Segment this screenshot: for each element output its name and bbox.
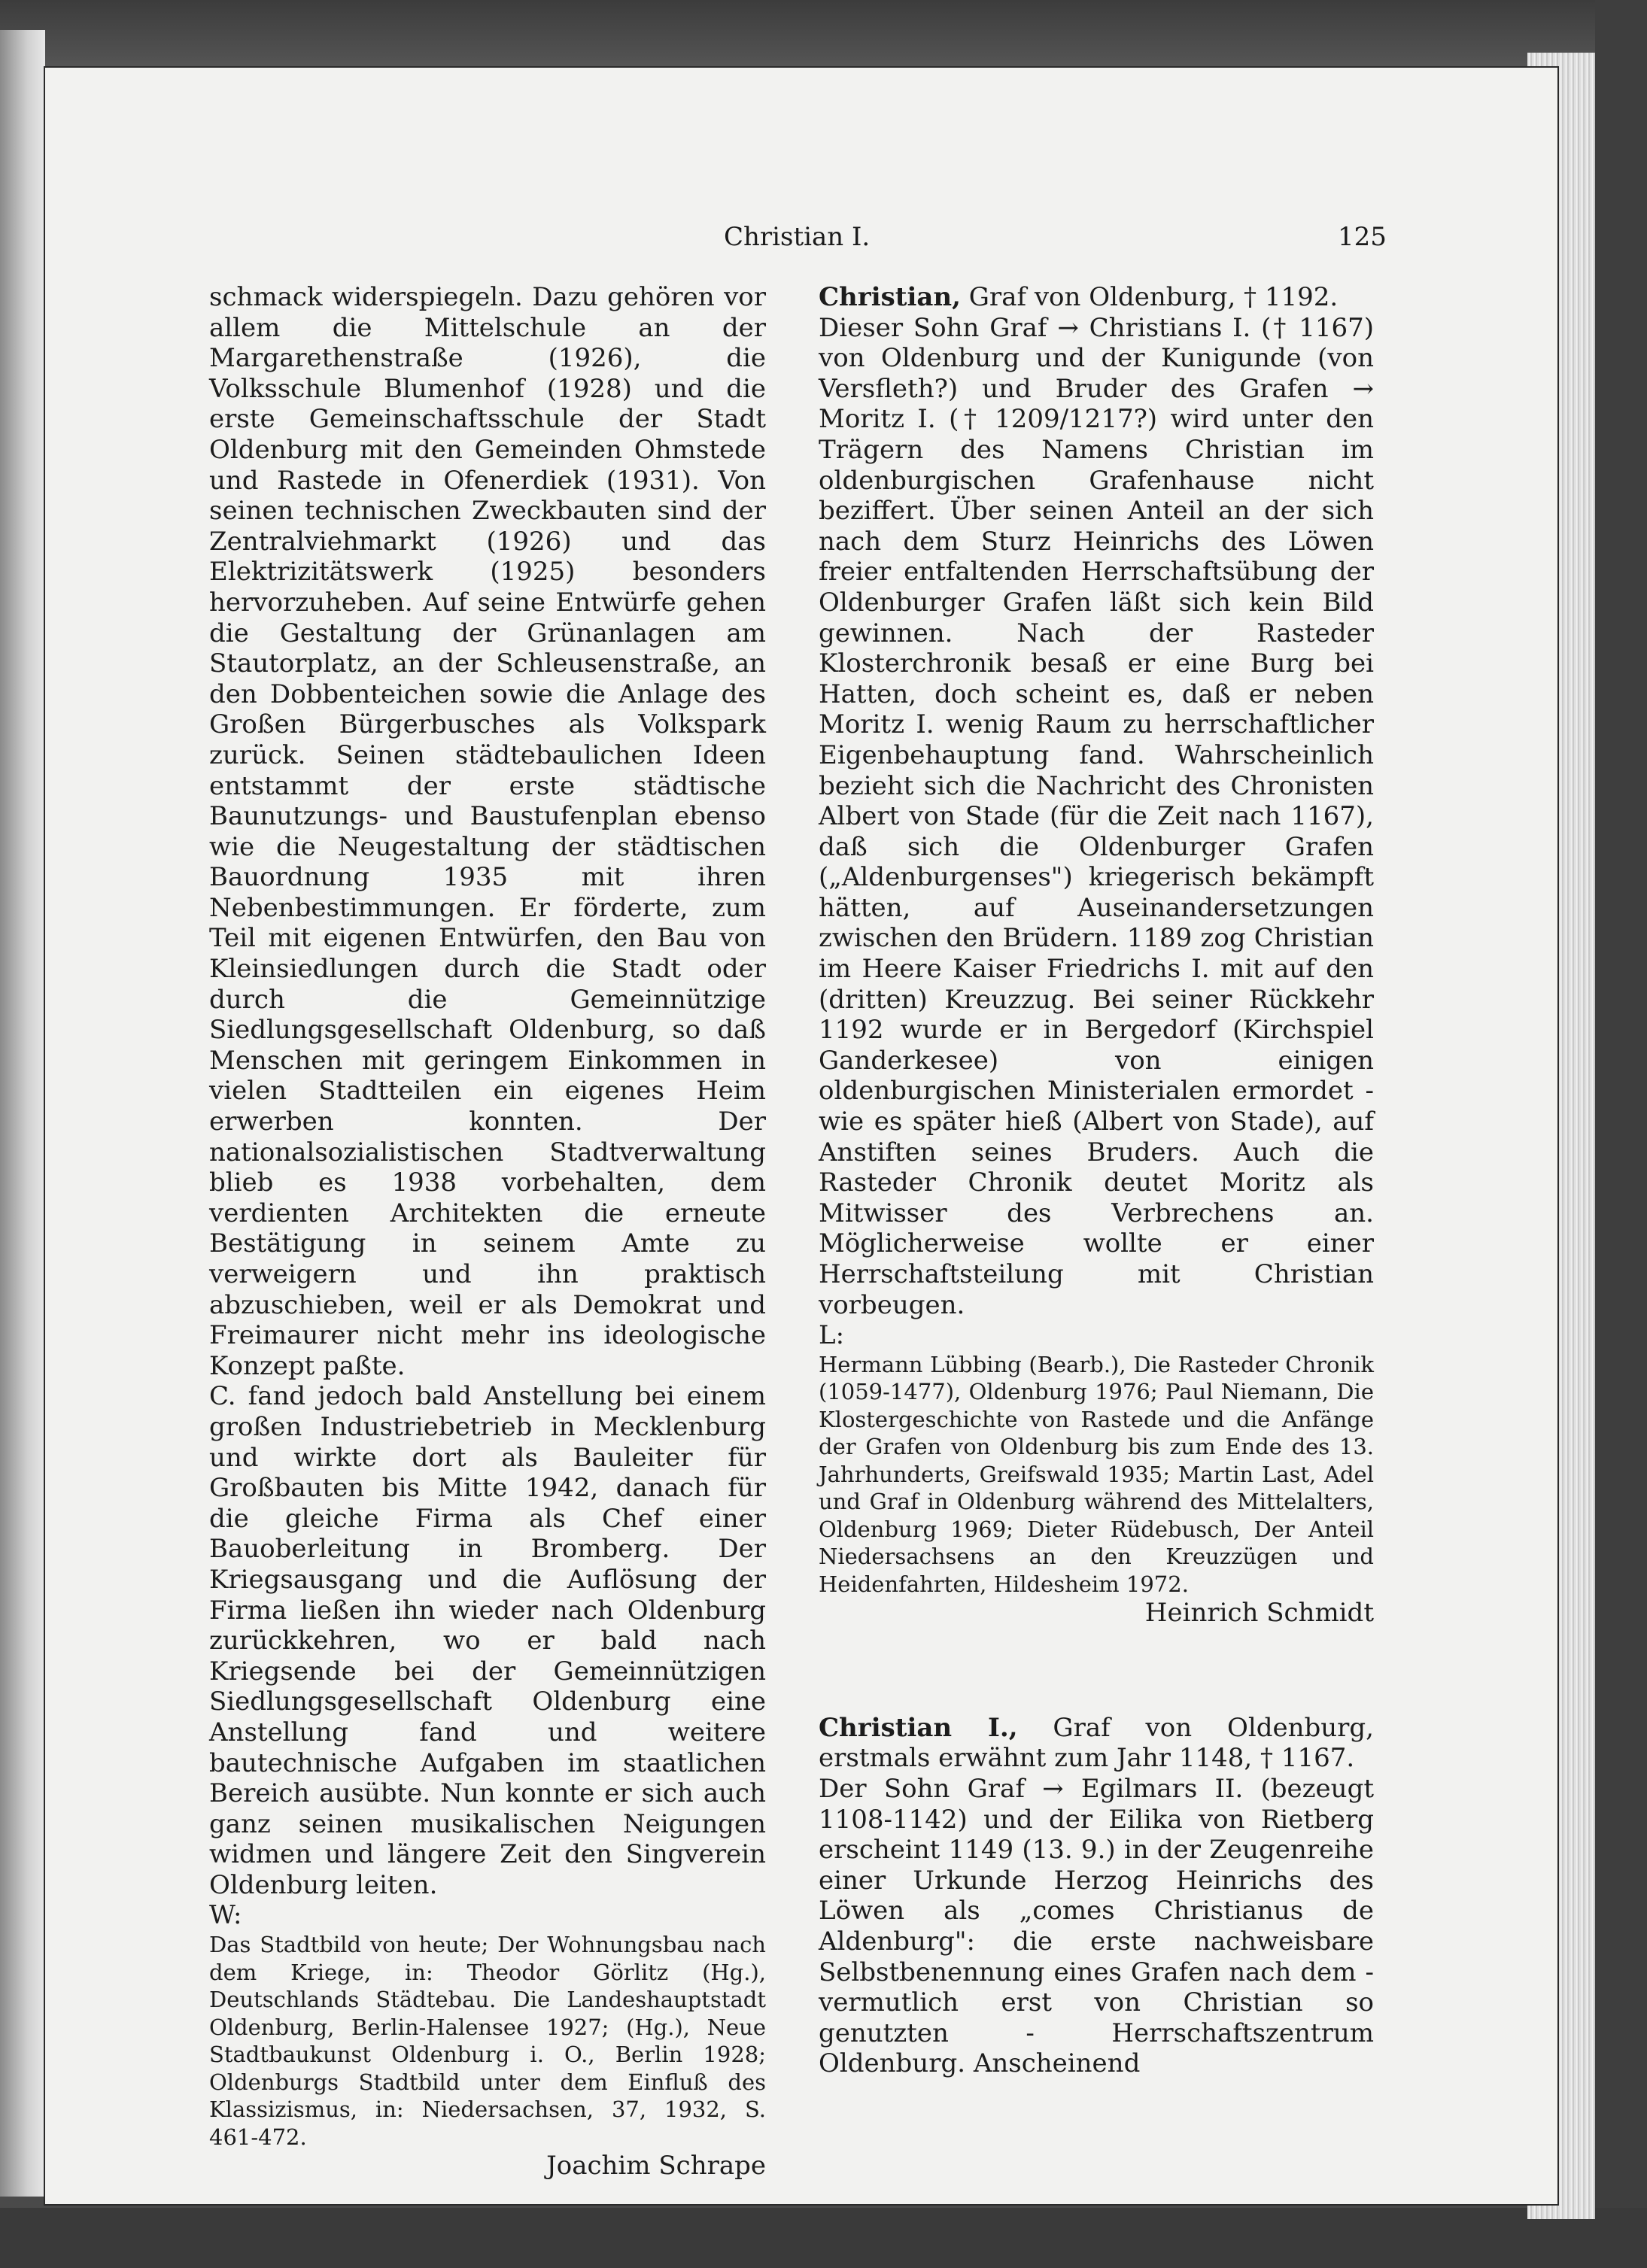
entry-author: Heinrich Schmidt — [1144, 1598, 1374, 1629]
entry-heading-rest: Graf von Oldenburg, † 1192. — [960, 282, 1339, 312]
works-label: W: — [209, 1900, 242, 1931]
entry-christian-i-body: Der Sohn Graf → Egilmars II. (bezeugt 1108-1142) und der Eilika von Rietberg erscheint 1149 (13. 9.) in der Zeugenreihe einer Urkunde Herzog Heinrichs des Löwen als „comes Christianus de Aldenburg": die erste nachweisbare Selbstbenennung eines Grafen nach dem - vermutlich erst von Christian so genutzten - Herrschaftszentrum Oldenburg. Anscheinend — [819, 1774, 1374, 2079]
entry-christian-i — [819, 1713, 1374, 1774]
entry-headword-2: Christian I., — [819, 1712, 1018, 1743]
article-body-continued: C. fand jedoch bald Anstellung bei einem großen Industriebetrieb in Mecklenburg und wirkte dort als Bauleiter für Großbauten bis Mitte 1942, danach für die gleiche Firma als Chef einer Bauoberleitung in Bromberg. Der Kriegsausgang und die Auflösung der Firma ließen ihn wieder nach Oldenburg zurückkehren, wo er bald nach Kriegsende bei der Gemeinnützigen Siedlungsgesellschaft Oldenburg eine Anstellung fand und weitere bautechnische Aufgaben im staatlichen Bereich ausübte. Nun konnte er sich auch ganz seinen musikalischen Neigungen widmen und längere Zeit den Singverein Oldenburg leiten. — [209, 1381, 766, 1900]
scan-background-top — [0, 0, 1647, 68]
entry-headword: Christian, — [819, 282, 961, 312]
right-column — [819, 282, 1374, 2079]
facing-page-edge — [0, 30, 45, 2197]
entry-spacer — [819, 1629, 1374, 1713]
literature-label: L: — [819, 1320, 845, 1351]
literature-list: Hermann Lübbing (Bearb.), Die Rasteder Chronik (1059-1477), Oldenburg 1976; Paul Niemann, Die Klostergeschichte von Rastede und die Anfänge der Grafen von Oldenburg bis zum Ende des 13. Jahrhunderts, Greifswald 1935; Martin Last, Adel und Graf in Oldenburg während des Mittelalters, Oldenburg 1969; Dieter Rüdebusch, Der Anteil Niedersachsens an den Kreuzzügen und Heidenfahrten, Hildesheim 1972. — [819, 1351, 1374, 1597]
works-list: Das Stadtbild von heute; Der Wohnungsbau nach dem Kriege, in: Theodor Görlitz (Hg.), Deutschlands Städtebau. Die Landeshauptstadt Oldenburg, Berlin-Halensee 1927; (Hg.), Neue Stadtbaukunst Oldenburg i. O., Berlin 1928; Oldenburgs Stadtbild unter dem Einfluß des Klassizismus, in: Niedersachsen, 37, 1932, S. 461-472. — [209, 1932, 766, 2150]
article-body: schmack widerspiegeln. Dazu gehören vor allem die Mittelschule an der Margarethenstraße (1926), die Volksschule Blumenhof (1928) und die erste Gemeinschaftsschule der Stadt Oldenburg mit den Gemeinden Ohmstede und Rastede in Ofenerdiek (1931). Von seinen technischen Zweckbauten sind der Zentralviehmarkt (1926) und das Elektrizitätswerk (1925) besonders hervorzuheben. Auf seine Entwürfe gehen die Gestaltung der Grünanlagen am Stautorplatz, an der Schleusenstraße, an den Dobbenteichen sowie die Anlage des Großen Bürgerbusches als Volkspark zurück. Seinen städtebaulichen Ideen entstammt der erste städtische Baunutzungs- und Baustufenplan ebenso wie die Neugestaltung der städtischen Bauordnung 1935 mit ihren Nebenbestimmungen. Er förderte, zum Teil mit eigenen Entwürfen, den Bau von Kleinsiedlungen durch die Stadt oder durch die Gemeinnützige Siedlungsgesellschaft Oldenburg, so daß Menschen mit geringem Einkommen in vielen Stadtteilen ein eigenes Heim erwerben konnten. Der nationalsozialistischen Stadtverwaltung blieb es 1938 vorbehalten, dem verdienten Architekten die erneute Bestätigung in seinem Amte zu verweigern und ihn praktisch abzuschieben, weil er als Demokrat und Freimaurer nicht mehr ins ideologische Konzept paßte. — [209, 282, 766, 1381]
entry-heading-rest-2: Graf von Oldenburg, erstmals erwähnt zum Jahr 1148, † 1167. — [819, 1712, 1374, 1774]
running-head — [0, 222, 1647, 260]
left-column — [209, 282, 766, 2181]
page-number: 125 — [1338, 222, 1387, 252]
scan-background-bottom — [0, 2208, 1647, 2268]
entry-christian — [819, 282, 1374, 313]
scan-background-right — [1595, 0, 1647, 2268]
running-head-title: Christian I. — [724, 222, 871, 252]
entry-christian-body: Dieser Sohn Graf → Christians I. († 1167) von Oldenburg und der Kunigunde (von Versfleth?) und Bruder des Grafen → Moritz I. († 1209/1217?) wird unter den Trägern des Namens Christian im oldenburgischen Grafenhause nicht beziffert. Über seinen Anteil an der sich nach dem Sturz Heinrichs des Löwen freier entfaltenden Herrschaftsübung der Oldenburger Grafen läßt sich kein Bild gewinnen. Nach der Rasteder Klosterchronik besaß er eine Burg bei Hatten, doch scheint es, daß er neben Moritz I. wenig Raum zu herrschaftlicher Eigenbehauptung fand. Wahrscheinlich bezieht sich die Nachricht des Chronisten Albert von Stade (für die Zeit nach 1167), daß sich die Oldenburger Grafen („Aldenburgenses") kriegerisch bekämpft hätten, auf Auseinandersetzungen zwischen den Brüdern. 1189 zog Christian im Heere Kaiser Friedrichs I. mit auf den (dritten) Kreuzzug. Bei seiner Rückkehr 1192 wurde er in Bergedorf (Kirchspiel Ganderkesee) von einigen oldenburgischen Ministerialen ermordet - wie es später hieß (Albert von Stade), auf Anstiften seines Bruders. Auch die Rasteder Chronik deutet Moritz als Mitwisser des Verbrechens an. Möglicherweise wollte er einer Herrschaftsteilung mit Christian vorbeugen. — [819, 312, 1374, 1320]
article-author: Joachim Schrape — [546, 2151, 766, 2181]
